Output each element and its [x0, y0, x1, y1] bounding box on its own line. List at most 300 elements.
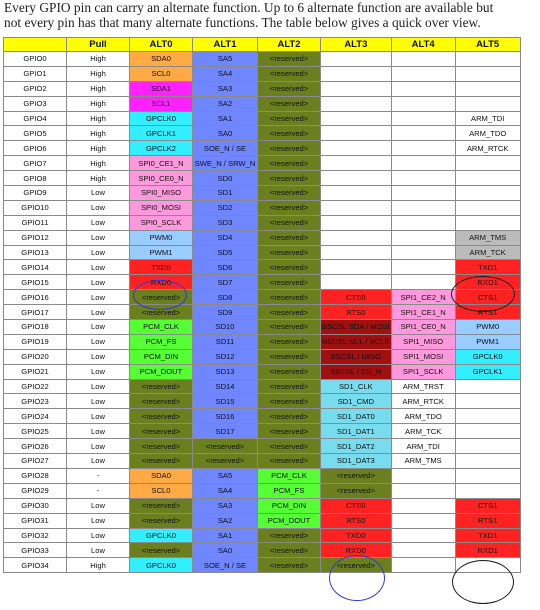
gpio-pin-cell: GPIO2 [4, 81, 67, 96]
alt-function-cell: PCM_DOUT [258, 513, 321, 528]
table-row [4, 230, 521, 245]
pull-cell: - [67, 483, 130, 498]
alt-function-cell: <reserved> [258, 126, 321, 141]
alt-function-cell: <reserved> [130, 454, 193, 469]
pull-cell: Low [67, 349, 130, 364]
alt-function-cell: ARM_TCK [391, 424, 455, 439]
alt-function-cell: <reserved> [258, 171, 321, 186]
alt-function-cell: SPI0_MISO [130, 186, 193, 201]
gpio-pin-cell: GPIO14 [4, 260, 67, 275]
alt-function-cell: <reserved> [258, 141, 321, 156]
pull-cell: Low [67, 364, 130, 379]
intro-line-1: Every GPIO pin can carry an alternate function. Up to 6 alternate function are available but [4, 0, 494, 15]
alt-function-cell: SA3 [193, 81, 258, 96]
alt-function-cell: SD2 [193, 200, 258, 215]
table-row [4, 439, 521, 454]
table-row [4, 558, 521, 573]
alt-function-cell: SCL0 [130, 66, 193, 81]
pull-cell: Low [67, 290, 130, 305]
alt-function-cell: ARM_TDO [391, 409, 455, 424]
table-row [4, 245, 521, 260]
alt-function-cell: <reserved> [258, 81, 321, 96]
table-row [4, 409, 521, 424]
column-header [4, 38, 67, 52]
table-row [4, 454, 521, 469]
alt-function-cell [321, 275, 392, 290]
alt-function-cell: <reserved> [258, 290, 321, 305]
gpio-pin-cell: GPIO4 [4, 111, 67, 126]
alt-function-cell: <reserved> [258, 424, 321, 439]
alt-function-cell: SA5 [193, 468, 258, 483]
alt-function-cell: SD6 [193, 260, 258, 275]
alt-function-cell: SD14 [193, 379, 258, 394]
alt-function-cell: <reserved> [130, 498, 193, 513]
column-header: ALT0 [130, 38, 193, 52]
alt-function-cell: <reserved> [258, 245, 321, 260]
alt-function-cell [321, 141, 392, 156]
gpio-pin-cell: GPIO19 [4, 334, 67, 349]
alt-function-cell: <reserved> [258, 454, 321, 469]
gpio-pin-cell: GPIO15 [4, 275, 67, 290]
gpio-pin-cell: GPIO31 [4, 513, 67, 528]
alt-function-cell: <reserved> [130, 439, 193, 454]
pull-cell: High [67, 171, 130, 186]
alt-function-cell: CTS0 [321, 290, 392, 305]
alt-function-cell: <reserved> [130, 290, 193, 305]
gpio-pin-cell: GPIO22 [4, 379, 67, 394]
table-row [4, 483, 521, 498]
alt-function-cell: RXD1 [455, 543, 520, 558]
alt-function-cell [391, 483, 455, 498]
alt-function-cell: BSCSL SCL / SCLK [321, 334, 392, 349]
gpio-pin-cell: GPIO5 [4, 126, 67, 141]
alt-function-cell [455, 81, 520, 96]
intro-line-2: not every pin has that many alternate functions. The table below gives a quick over view. [4, 15, 481, 30]
gpio-pin-cell: GPIO29 [4, 483, 67, 498]
alt-function-cell: SA4 [193, 483, 258, 498]
gpio-pin-cell: GPIO23 [4, 394, 67, 409]
pull-cell: - [67, 468, 130, 483]
pull-cell: Low [67, 528, 130, 543]
alt-function-cell [321, 126, 392, 141]
pull-cell: High [67, 558, 130, 573]
alt-function-cell: PCM_FS [130, 334, 193, 349]
gpio-alt-function-table [3, 37, 521, 573]
alt-function-cell: BSCSL SDA / MOSI [321, 320, 392, 335]
intro-paragraph [4, 0, 536, 30]
table-row [4, 126, 521, 141]
alt-function-cell: <reserved> [258, 52, 321, 67]
alt-function-cell: SPI0_MOSI [130, 200, 193, 215]
table-row [4, 200, 521, 215]
alt-function-cell: ARM_TCK [455, 245, 520, 260]
alt-function-cell [391, 275, 455, 290]
alt-function-cell: SA3 [193, 498, 258, 513]
alt-function-cell: SD9 [193, 305, 258, 320]
alt-function-cell [391, 81, 455, 96]
alt-function-cell [391, 52, 455, 67]
table-row [4, 349, 521, 364]
alt-function-cell [391, 171, 455, 186]
alt-function-cell [455, 186, 520, 201]
pull-cell: High [67, 81, 130, 96]
pull-cell: Low [67, 200, 130, 215]
alt-function-cell: GPCLK0 [130, 111, 193, 126]
pull-cell: Low [67, 275, 130, 290]
pull-cell: Low [67, 543, 130, 558]
table-row [4, 141, 521, 156]
gpio-pin-cell: GPIO16 [4, 290, 67, 305]
alt-function-cell [321, 52, 392, 67]
alt-function-cell [391, 260, 455, 275]
alt-function-cell: <reserved> [321, 468, 392, 483]
alt-function-cell: <reserved> [258, 528, 321, 543]
alt-function-cell: PWM0 [130, 230, 193, 245]
alt-function-cell: SA0 [193, 543, 258, 558]
gpio-pin-cell: GPIO32 [4, 528, 67, 543]
alt-function-cell: SPI1_SCLK [391, 364, 455, 379]
table-row [4, 379, 521, 394]
alt-function-cell: <reserved> [193, 454, 258, 469]
table-row [4, 528, 521, 543]
alt-function-cell [321, 230, 392, 245]
alt-function-cell [321, 66, 392, 81]
alt-function-cell: <reserved> [258, 260, 321, 275]
gpio-pin-cell: GPIO17 [4, 305, 67, 320]
alt-function-cell: SPI0_CE1_N [130, 156, 193, 171]
alt-function-cell [391, 186, 455, 201]
alt-function-cell [455, 424, 520, 439]
alt-function-cell: SA2 [193, 513, 258, 528]
alt-function-cell: SA2 [193, 96, 258, 111]
alt-function-cell: GPCLK2 [130, 141, 193, 156]
alt-function-cell: CTS1 [455, 498, 520, 513]
alt-function-cell: <reserved> [130, 305, 193, 320]
alt-function-cell [321, 186, 392, 201]
alt-function-cell [391, 156, 455, 171]
alt-function-cell: <reserved> [130, 379, 193, 394]
alt-function-cell: SD1_CLK [321, 379, 392, 394]
alt-function-cell [455, 171, 520, 186]
alt-function-cell: <reserved> [258, 334, 321, 349]
alt-function-cell: SPI1_CE1_N [391, 305, 455, 320]
gpio-pin-cell: GPIO24 [4, 409, 67, 424]
pull-cell: Low [67, 215, 130, 230]
alt-function-cell: SD10 [193, 320, 258, 335]
alt-function-cell: <reserved> [258, 439, 321, 454]
alt-function-cell [391, 126, 455, 141]
table-row [4, 320, 521, 335]
table-header-row [4, 38, 521, 52]
alt-function-cell [455, 215, 520, 230]
gpio-pin-cell: GPIO1 [4, 66, 67, 81]
alt-function-cell: ARM_RTCK [391, 394, 455, 409]
alt-function-cell: <reserved> [321, 558, 392, 573]
pull-cell: High [67, 126, 130, 141]
alt-function-cell: <reserved> [258, 156, 321, 171]
alt-function-cell: RTS0 [321, 513, 392, 528]
alt-function-cell: SD7 [193, 275, 258, 290]
alt-function-cell [455, 394, 520, 409]
alt-function-cell: SD12 [193, 349, 258, 364]
alt-function-cell: ARM_RTCK [455, 141, 520, 156]
table-row [4, 364, 521, 379]
pull-cell: Low [67, 186, 130, 201]
alt-function-cell: TXD1 [455, 528, 520, 543]
pull-cell: High [67, 111, 130, 126]
alt-function-cell: SD1_DAT2 [321, 439, 392, 454]
alt-function-cell: PCM_DIN [130, 349, 193, 364]
alt-function-cell: <reserved> [258, 215, 321, 230]
alt-function-cell: SPI1_CE2_N [391, 290, 455, 305]
pull-cell: Low [67, 394, 130, 409]
alt-function-cell [455, 409, 520, 424]
alt-function-cell: <reserved> [130, 424, 193, 439]
alt-function-cell: <reserved> [258, 364, 321, 379]
alt-function-cell: SPI1_MISO [391, 334, 455, 349]
alt-function-cell: <reserved> [321, 483, 392, 498]
table-row [4, 171, 521, 186]
alt-function-cell: SA1 [193, 528, 258, 543]
column-header: ALT2 [258, 38, 321, 52]
gpio-pin-cell: GPIO7 [4, 156, 67, 171]
alt-function-cell: <reserved> [130, 409, 193, 424]
column-header: ALT1 [193, 38, 258, 52]
pull-cell: High [67, 141, 130, 156]
alt-function-cell: SD1_DAT0 [321, 409, 392, 424]
alt-function-cell: SD8 [193, 290, 258, 305]
gpio-pin-cell: GPIO26 [4, 439, 67, 454]
pull-cell: Low [67, 513, 130, 528]
alt-function-cell [321, 156, 392, 171]
alt-function-cell: SD5 [193, 245, 258, 260]
alt-function-cell [455, 468, 520, 483]
alt-function-cell: SD15 [193, 394, 258, 409]
alt-function-cell: RXD0 [130, 275, 193, 290]
alt-function-cell [455, 379, 520, 394]
alt-function-cell: SA1 [193, 111, 258, 126]
gpio-pin-cell: GPIO33 [4, 543, 67, 558]
pull-cell: Low [67, 439, 130, 454]
alt-function-cell: <reserved> [130, 543, 193, 558]
table-row [4, 156, 521, 171]
alt-function-cell [321, 245, 392, 260]
alt-function-cell [455, 558, 520, 573]
alt-function-cell: <reserved> [258, 305, 321, 320]
gpio-pin-cell: GPIO11 [4, 215, 67, 230]
alt-function-cell: <reserved> [258, 543, 321, 558]
alt-function-cell: SD4 [193, 230, 258, 245]
alt-function-cell: SD13 [193, 364, 258, 379]
alt-function-cell: RTS0 [321, 305, 392, 320]
alt-function-cell: PCM_FS [258, 483, 321, 498]
alt-function-cell: <reserved> [258, 186, 321, 201]
alt-function-cell: GPCLK1 [455, 364, 520, 379]
gpio-pin-cell: GPIO9 [4, 186, 67, 201]
alt-function-cell: <reserved> [258, 230, 321, 245]
alt-function-cell: SPI1_MOSI [391, 349, 455, 364]
alt-function-cell [321, 111, 392, 126]
alt-function-cell: SD1 [193, 186, 258, 201]
alt-function-cell [455, 156, 520, 171]
alt-function-cell: SDA0 [130, 52, 193, 67]
alt-function-cell: <reserved> [258, 394, 321, 409]
alt-function-cell: <reserved> [258, 66, 321, 81]
alt-function-cell [391, 66, 455, 81]
alt-function-cell: PCM_DIN [258, 498, 321, 513]
alt-function-cell: <reserved> [130, 394, 193, 409]
gpio-pin-cell: GPIO20 [4, 349, 67, 364]
alt-function-cell [391, 111, 455, 126]
alt-function-cell: SD1_DAT1 [321, 424, 392, 439]
alt-function-cell [391, 558, 455, 573]
alt-function-cell [391, 215, 455, 230]
alt-function-cell: SD1_CMD [321, 394, 392, 409]
gpio-pin-cell: GPIO30 [4, 498, 67, 513]
alt-function-cell: RTS1 [455, 513, 520, 528]
alt-function-cell: GPCLK0 [130, 528, 193, 543]
alt-function-cell: <reserved> [258, 349, 321, 364]
alt-function-cell: GPCLK0 [455, 349, 520, 364]
pull-cell: Low [67, 334, 130, 349]
alt-function-cell: SCL0 [130, 483, 193, 498]
alt-function-cell: <reserved> [258, 111, 321, 126]
table-row [4, 305, 521, 320]
gpio-pin-cell: GPIO6 [4, 141, 67, 156]
alt-function-cell: RTS1 [455, 305, 520, 320]
table-row [4, 215, 521, 230]
alt-function-cell [391, 498, 455, 513]
pull-cell: Low [67, 379, 130, 394]
alt-function-cell: <reserved> [258, 96, 321, 111]
gpio-pin-cell: GPIO18 [4, 320, 67, 335]
alt-function-cell: SPI1_CE0_N [391, 320, 455, 335]
alt-function-cell [391, 543, 455, 558]
alt-function-cell: RXD1 [455, 275, 520, 290]
alt-function-cell: RXD0 [321, 543, 392, 558]
alt-function-cell: ARM_TDI [455, 111, 520, 126]
alt-function-cell: ARM_TRST [391, 379, 455, 394]
alt-function-cell: ARM_TMS [455, 230, 520, 245]
alt-function-cell: SA5 [193, 52, 258, 67]
alt-function-cell [455, 439, 520, 454]
table-row [4, 111, 521, 126]
alt-function-cell: PWM1 [130, 245, 193, 260]
alt-function-cell [321, 171, 392, 186]
alt-function-cell: SD16 [193, 409, 258, 424]
pull-cell: Low [67, 320, 130, 335]
alt-function-cell: SA4 [193, 66, 258, 81]
table-row [4, 424, 521, 439]
table-row [4, 275, 521, 290]
table-row [4, 513, 521, 528]
gpio-pin-cell: GPIO0 [4, 52, 67, 67]
alt-function-cell: PCM_CLK [258, 468, 321, 483]
pull-cell: Low [67, 260, 130, 275]
gpio-pin-cell: GPIO13 [4, 245, 67, 260]
table-row [4, 468, 521, 483]
table-row [4, 186, 521, 201]
alt-function-cell: ARM_TDO [455, 126, 520, 141]
table-row [4, 543, 521, 558]
alt-function-cell: CTS0 [321, 498, 392, 513]
alt-function-cell [391, 200, 455, 215]
alt-function-cell: SD0 [193, 171, 258, 186]
alt-function-cell: <reserved> [258, 409, 321, 424]
table-row [4, 260, 521, 275]
alt-function-cell [321, 260, 392, 275]
alt-function-cell: ARM_TDI [391, 439, 455, 454]
gpio-pin-cell: GPIO25 [4, 424, 67, 439]
alt-function-cell: SDA0 [130, 468, 193, 483]
pull-cell: High [67, 96, 130, 111]
alt-function-cell: SOE_N / SE [193, 141, 258, 156]
gpio-pin-cell: GPIO10 [4, 200, 67, 215]
table-row [4, 52, 521, 67]
alt-function-cell: <reserved> [258, 200, 321, 215]
alt-function-cell: SOE_N / SE [193, 558, 258, 573]
alt-function-cell: <reserved> [130, 513, 193, 528]
pull-cell: Low [67, 245, 130, 260]
alt-function-cell: SCL1 [130, 96, 193, 111]
alt-function-cell: ARM_TMS [391, 454, 455, 469]
table-row [4, 66, 521, 81]
alt-function-cell: SD11 [193, 334, 258, 349]
gpio-pin-cell: GPIO34 [4, 558, 67, 573]
alt-function-cell: CTS1 [455, 290, 520, 305]
alt-function-cell: SD1_DAT3 [321, 454, 392, 469]
alt-function-cell: SPI0_SCLK [130, 215, 193, 230]
alt-function-cell: <reserved> [193, 439, 258, 454]
pull-cell: Low [67, 498, 130, 513]
alt-function-cell: SPI0_CE0_N [130, 171, 193, 186]
alt-function-cell [391, 245, 455, 260]
table-row [4, 498, 521, 513]
alt-function-cell [455, 200, 520, 215]
alt-function-cell: SWE_N / SRW_N [193, 156, 258, 171]
alt-function-cell [391, 468, 455, 483]
alt-function-cell: GPCLK0 [130, 558, 193, 573]
pull-cell: Low [67, 230, 130, 245]
alt-function-cell [455, 454, 520, 469]
alt-function-cell [391, 528, 455, 543]
alt-function-cell: TXD0 [321, 528, 392, 543]
column-header: ALT4 [391, 38, 455, 52]
table-row [4, 290, 521, 305]
pull-cell: High [67, 52, 130, 67]
alt-function-cell: TXD0 [130, 260, 193, 275]
table-row [4, 96, 521, 111]
column-header: ALT5 [455, 38, 520, 52]
alt-function-cell: PCM_DOUT [130, 364, 193, 379]
alt-function-cell: <reserved> [258, 275, 321, 290]
gpio-pin-cell: GPIO8 [4, 171, 67, 186]
gpio-pin-cell: GPIO12 [4, 230, 67, 245]
alt-function-cell: <reserved> [258, 320, 321, 335]
alt-function-cell [455, 66, 520, 81]
alt-function-cell [391, 141, 455, 156]
column-header: ALT3 [321, 38, 392, 52]
alt-function-cell [391, 96, 455, 111]
pull-cell: High [67, 66, 130, 81]
alt-function-cell: SA0 [193, 126, 258, 141]
gpio-pin-cell: GPIO28 [4, 468, 67, 483]
alt-function-cell: BSCSL / MISO [321, 349, 392, 364]
pull-cell: Low [67, 424, 130, 439]
column-header: Pull [67, 38, 130, 52]
alt-function-cell [321, 200, 392, 215]
gpio-pin-cell: GPIO27 [4, 454, 67, 469]
